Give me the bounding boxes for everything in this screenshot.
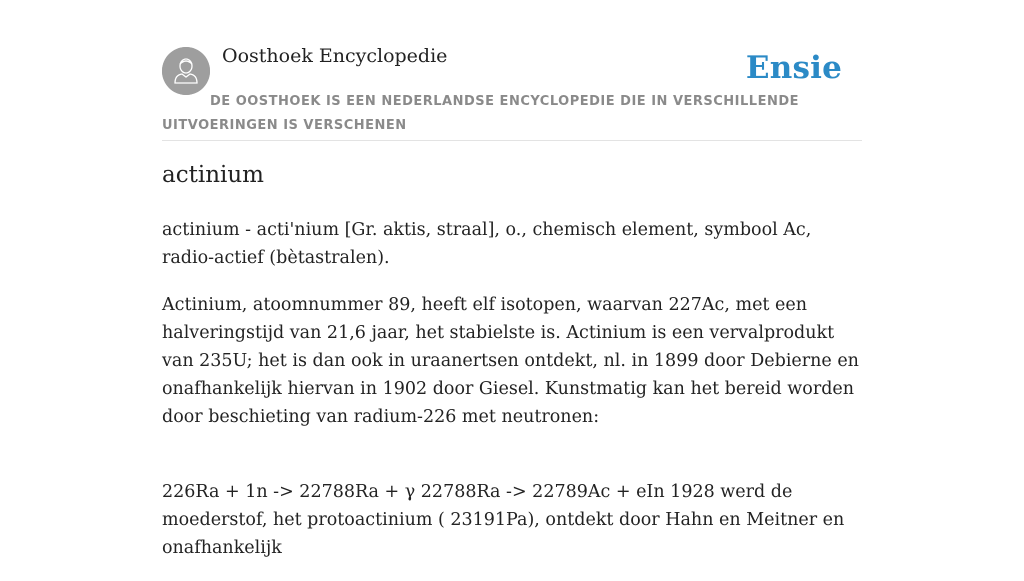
site-name[interactable]: Oosthoek Encyclopedie bbox=[222, 45, 448, 67]
user-avatar-icon[interactable] bbox=[162, 47, 210, 95]
article-content bbox=[162, 216, 862, 581]
article-definition: actinium - acti'nium [Gr. aktis, straal], o., chemisch element, symbool Ac, radio-actief (bètastralen). bbox=[162, 220, 812, 268]
site-tagline: DE OOSTHOEK IS EEN NEDERLANDSE ENCYCLOPEDIE DIE IN VERSCHILLENDE UITVOERINGEN IS VERSCHENEN bbox=[162, 94, 800, 133]
site-header bbox=[162, 0, 862, 141]
page-wrapper bbox=[162, 0, 862, 558]
user-silhouette-icon bbox=[162, 47, 210, 95]
article-paragraph: Actinium, atoomnummer 89, heeft elf isotopen, waarvan 227Ac, met een halveringstijd van 21,6 jaar, het stabielste is. Actinium is een vervalprodukt van 235U; het is dan ook in uraanertsen ontdekt, nl. in 1899 door Debierne en onafhankelijk hiervan in 1902 door Giesel. Kunstmatig kan het bereid worden door beschieting van radium-226 met neutronen: bbox=[162, 295, 859, 427]
article-paragraph: 226Ra + 1n -> 22788Ra + γ 22788Ra -> 22789Ac + eIn 1928 werd de moederstof, het protoactinium ( 23191Pa), ontdekt door Hahn en Meitner en onafhankelijk bbox=[162, 482, 845, 558]
brand-logo[interactable]: Ensie bbox=[745, 50, 842, 86]
article-title: actinium bbox=[162, 162, 264, 188]
paragraph-gap bbox=[162, 450, 862, 478]
